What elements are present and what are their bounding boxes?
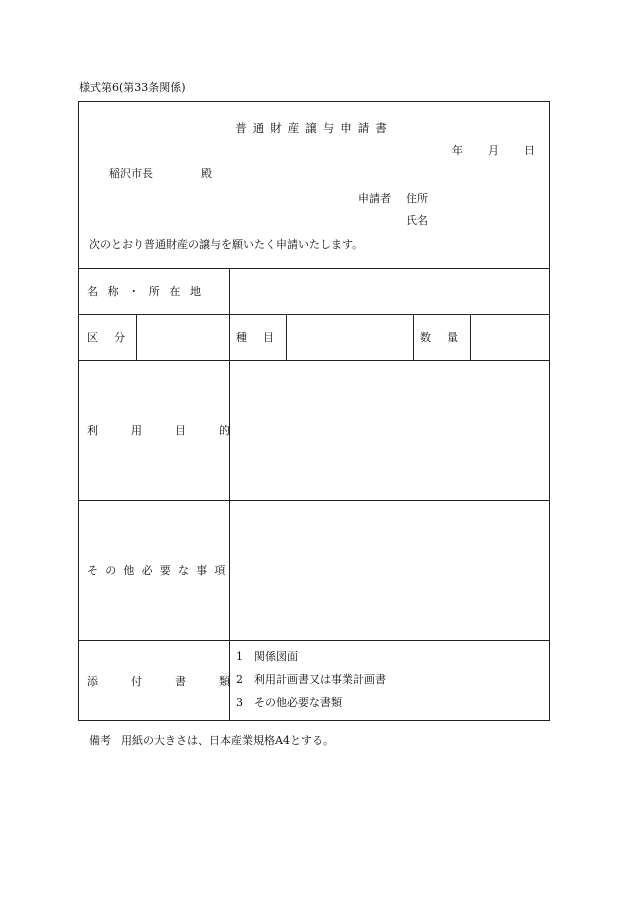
name-location-text: 名称・所在地 (87, 285, 211, 298)
honorific: 殿 (201, 167, 212, 180)
other-matters-label: その他必要な事項 (87, 564, 233, 577)
name-location-field[interactable] (230, 269, 549, 314)
purpose-field[interactable] (230, 361, 549, 500)
date-day-label: 日 (524, 144, 535, 157)
name-location-label (87, 286, 221, 297)
category-field[interactable] (137, 315, 229, 360)
address-label: 住所 (406, 192, 428, 205)
applicant-label: 申請者 (358, 192, 391, 205)
divider (413, 314, 414, 360)
attachments-label: 添付書類 (87, 675, 263, 688)
addressee: 稲沢市長 (109, 167, 153, 180)
type-label: 種目 (236, 331, 290, 344)
name-label: 氏名 (406, 214, 428, 227)
remarks-text: 用紙の大きさは、日本産業規格A4とする。 (121, 734, 334, 747)
date-month-label: 月 (488, 144, 499, 157)
other-matters-field[interactable] (230, 501, 549, 640)
purpose-label: 利用目的 (87, 424, 263, 437)
divider (79, 640, 549, 641)
attachment-item: 3 その他必要な書類 (236, 696, 342, 709)
category-label: 区分 (87, 331, 141, 344)
quantity-label: 数量 (420, 331, 474, 344)
quantity-field[interactable] (471, 315, 549, 360)
attachment-item: 2 利用計画書又は事業計画書 (236, 673, 386, 686)
form-title: 普通財産譲与申請書 (235, 121, 393, 135)
attachment-item: 1 関係図面 (236, 650, 298, 663)
application-form (78, 101, 550, 721)
remarks-label: 備考 (89, 734, 111, 747)
date-year-label: 年 (452, 144, 463, 157)
form-number: 様式第6(第33条関係) (79, 81, 186, 94)
type-field[interactable] (287, 315, 413, 360)
intro-text: 次のとおり普通財産の譲与を願いたく申請いたします。 (89, 238, 364, 251)
remarks (89, 735, 334, 746)
